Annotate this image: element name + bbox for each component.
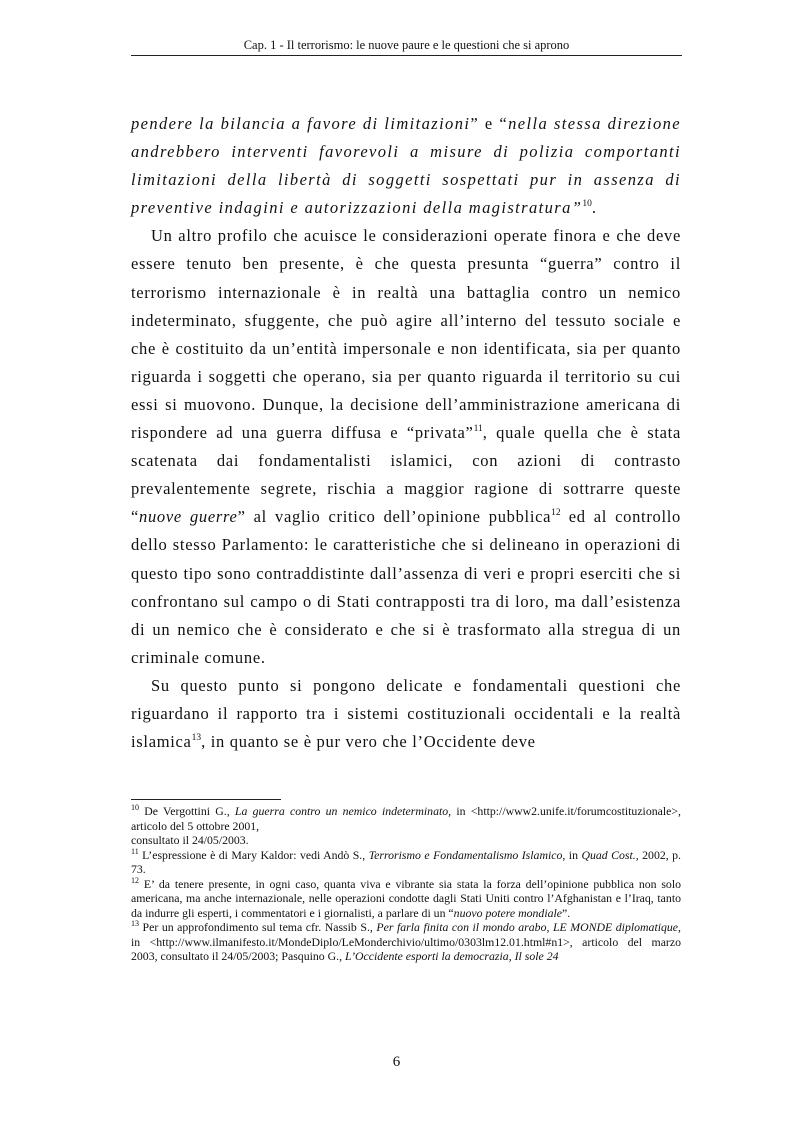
text-italic: L’Occidente esporti la democrazia, Il sole 24 [344,949,559,963]
footnote-number: 10 [131,803,139,813]
text-run: Su questo punto si pongono delicate e fondamentali questioni che riguardano il rapporto tra i sistemi costituzionali occidentali e la realtà islamica [131,675,681,752]
footnote-11 [131,848,681,877]
footnote-ref-12[interactable]: 12 [551,507,561,518]
text-italic: La guerra contro un nemico indeterminato, [234,804,452,818]
footnote-number: 12 [131,875,139,885]
text-run: , in <http://www.ilmanifesto.it/MondeDiplo/LeMonderchivio/ultimo/0303lm12.01.html#n1>, articolo del marzo 2003, consultato il 24/05/2003; Pasquino G., [131,920,681,963]
text-run: E’ da tenere presente, in ogni caso, quanta viva e vibrante sia stata la forza dell’opinione pubblica non solo americana, ma anche internazionale, nelle operazioni condotte dagli Stati Uniti contro l’Afghanistan e l’Iraq, tanto da indurre gli esperti, i commentatori e i giornalisti, a parlare di un “ [131,876,681,920]
quote-italic: pendere la bilancia a favore di limitazioni [131,114,471,133]
header-rule [131,55,682,56]
text-italic: nuove guerre [139,507,238,527]
page-number: 6 [392,1054,401,1070]
text-run: Per un approfondimento sul tema cfr. Nassib S., [139,920,377,934]
paragraph-1 [131,110,681,222]
text-run: ”. [562,905,571,920]
footnotes [131,804,681,964]
text-run: , in [562,847,582,862]
text-run: L’espressione è di Mary Kaldor: vedi Andò S., [138,847,369,862]
text-run: , in quanto se è pur vero che l’Occidente deve [201,732,536,752]
text-run: . [591,198,598,218]
footnote-12 [131,877,681,921]
footnote-rule [131,799,281,800]
running-header: Cap. 1 - Il terrorismo: le nuove paure e le questioni che si aprono [243,38,570,52]
body-text [131,110,681,756]
footnote-ref-10[interactable]: 10 [582,198,592,209]
text-italic: Per farla finita con il mondo arabo, LE MONDE diplomatique [376,920,679,934]
text-run: ” al vaglio critico dell’opinione pubblica [237,507,552,527]
footnote-ref-13[interactable]: 13 [191,732,202,743]
text-run: De Vergottini G., [139,804,235,818]
text-italic: Terrorismo e Fondamentalismo Islamico [368,847,563,862]
paragraph-3 [131,672,681,756]
text-run: Un altro profilo che acuisce le considerazioni operate finora e che deve essere tenuto ben presente, è che questa presunta “guerra” contro il terrorismo internazionale è in realtà una battaglia contro un nemico indeterminato, sfuggente, che può agire all’interno del tessuto sociale e che è costituito da un’entità impersonale e non identificata, sia per quanto riguarda i soggetti che operano, sia per quanto riguarda il territorio su cui essi si muovono. Dunque, la decisione dell’amministrazione americana di rispondere ad una guerra diffusa e “privata” [131,226,681,443]
text-run: , 2002, p. 73. [131,847,682,876]
text-run: in <http://www2.unife.it/forumcostituzionale>, articolo del 5 ottobre 2001, [131,804,681,833]
text-run: ” [571,198,583,218]
footnote-ref-11[interactable]: 11 [473,423,483,434]
paragraph-2 [131,222,681,672]
text-run: consultato il 24/05/2003. [131,833,249,847]
text-run: , quale quella che è stata scatenata dai fondamentalisti islamici, con azioni di contrasto prevalentemente segrete, rischia a maggior ragione di sottrarre queste “ [131,423,681,527]
text-run: ” e “ [470,114,509,133]
quote-italic: nella stessa direzione andrebbero interventi favorevoli a misure di polizia comportanti limitazioni della libertà di soggetti sospettati pur in assenza di preventive indagini e autorizzazioni della magistratura [131,114,681,218]
footnote-10 [131,804,681,848]
footnote-number: 13 [131,919,139,929]
text-run: ed al controllo dello stesso Parlamento: le caratteristiche che si delineano in operazioni di questo tipo sono contraddistinte dall’assenza di veri e propri eserciti che si confrontano sul campo o di Stati contrapposti tra di loro, ma dall’esistenza di un nemico che è considerato e che si è trasformato alla stregua di un criminale comune. [131,507,681,667]
text-italic: Quad Cost. [581,847,636,862]
text-italic: nuovo potere mondiale [453,905,563,920]
footnote-13 [131,920,681,964]
footnote-number: 11 [131,846,139,856]
